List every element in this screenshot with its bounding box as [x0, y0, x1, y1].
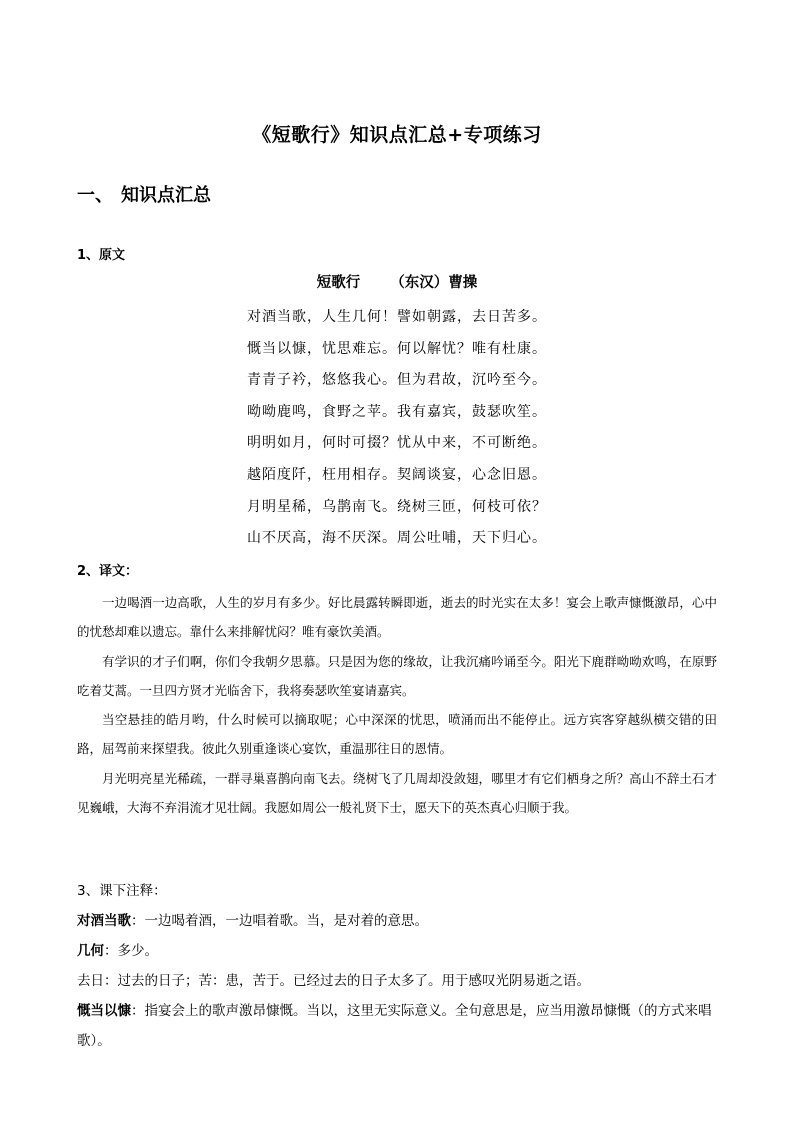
note-item — [77, 906, 727, 936]
note-term: 对酒当歌 — [77, 913, 131, 929]
section-label: 知识点汇总 — [121, 185, 211, 206]
note-text: ：一边喝着酒，一边唱着歌。当，是对着的意思。 — [131, 913, 428, 929]
note-item — [77, 936, 727, 966]
note-term: 慨当以慷 — [77, 1003, 131, 1019]
translation-body — [77, 588, 717, 822]
poem-line: 月明星稀，乌鹊南飞。绕树三匝，何枝可依？ — [247, 498, 547, 515]
poem-body — [0, 302, 794, 555]
notes-heading: 3、课下注释： — [77, 883, 167, 899]
note-text: ：过去的日子；苦：患，苦于。已经过去的日子太多了。用于感叹光阴易逝之语。 — [104, 973, 590, 989]
poem-line: 越陌度阡，枉用相存。契阔谈宴，心念旧恩。 — [247, 466, 547, 483]
poem-line: 山不厌高，海不厌深。周公吐哺，天下归心。 — [247, 530, 547, 547]
poem-title: 短歌行 — [316, 275, 361, 291]
translation-paragraph: 当空悬挂的皓月哟，什么时候可以摘取呢；心中深深的忧思，喷涌而出不能停止。远方宾客穿越纵横交错的田路，屈驾前来探望我。彼此久别重逢谈心宴饮，重温那往日的恩情。 — [77, 712, 717, 757]
note-term: 几何 — [77, 943, 104, 959]
translation-paragraph: 一边喝酒一边高歌，人生的岁月有多少。好比晨露转瞬即逝，逝去的时光实在太多！宴会上歌声慷慨激昂，心中的忧愁却难以遗忘。靠什么来排解忧闷？唯有豪饮美酒。 — [77, 595, 717, 640]
note-term: 去日 — [77, 973, 104, 989]
poem-title-line — [0, 271, 794, 292]
poem-line: 呦呦鹿鸣，食野之苹。我有嘉宾，鼓瑟吹笙。 — [247, 403, 547, 420]
poem-line: 对酒当歌，人生几何！譬如朝露，去日苦多。 — [247, 309, 547, 325]
notes-section — [77, 876, 727, 1056]
document-title: 《短歌行》知识点汇总+专项练习 — [252, 124, 542, 146]
section-heading-knowledge-summary — [77, 181, 211, 207]
poem-line: 明明如月，何时可掇？忧从中来，不可断绝。 — [247, 435, 547, 452]
poem-author: （东汉）曹操 — [390, 275, 478, 291]
poem-line: 青青子衿，悠悠我心。但为君故，沉吟至今。 — [247, 372, 547, 389]
poem-line: 慨当以慷，忧思难忘。何以解忧？唯有杜康。 — [247, 340, 547, 357]
note-item — [77, 996, 727, 1056]
note-item — [77, 966, 727, 996]
translation-paragraph: 有学识的才子们啊，你们令我朝夕思慕。只是因为您的缘故，让我沉痛吟诵至今。阳光下鹿群呦呦欢鸣，在原野吃着艾蒿。一旦四方贤才光临舍下，我将奏瑟吹笙宴请嘉宾。 — [77, 653, 717, 698]
note-text: ：指宴会上的歌声激昂慷慨。当以，这里无实际意义。全句意思是，应当用激昂慷慨（的方式来唱歌）。 — [77, 1003, 712, 1049]
note-text: ：多少。 — [104, 943, 158, 959]
section-number: 一、 — [77, 185, 113, 206]
subheading-translation: 2、译文： — [77, 564, 139, 579]
subheading-original-text: 1、原文 — [77, 248, 126, 263]
translation-paragraph: 月光明亮星光稀疏，一群寻巢喜鹊向南飞去。绕树飞了几周却没敛翅，哪里才有它们栖身之所？高山不辞土石才见巍峨，大海不弃涓流才见壮阔。我愿如周公一般礼贤下士，愿天下的英杰真心归顺于我。 — [77, 770, 717, 816]
